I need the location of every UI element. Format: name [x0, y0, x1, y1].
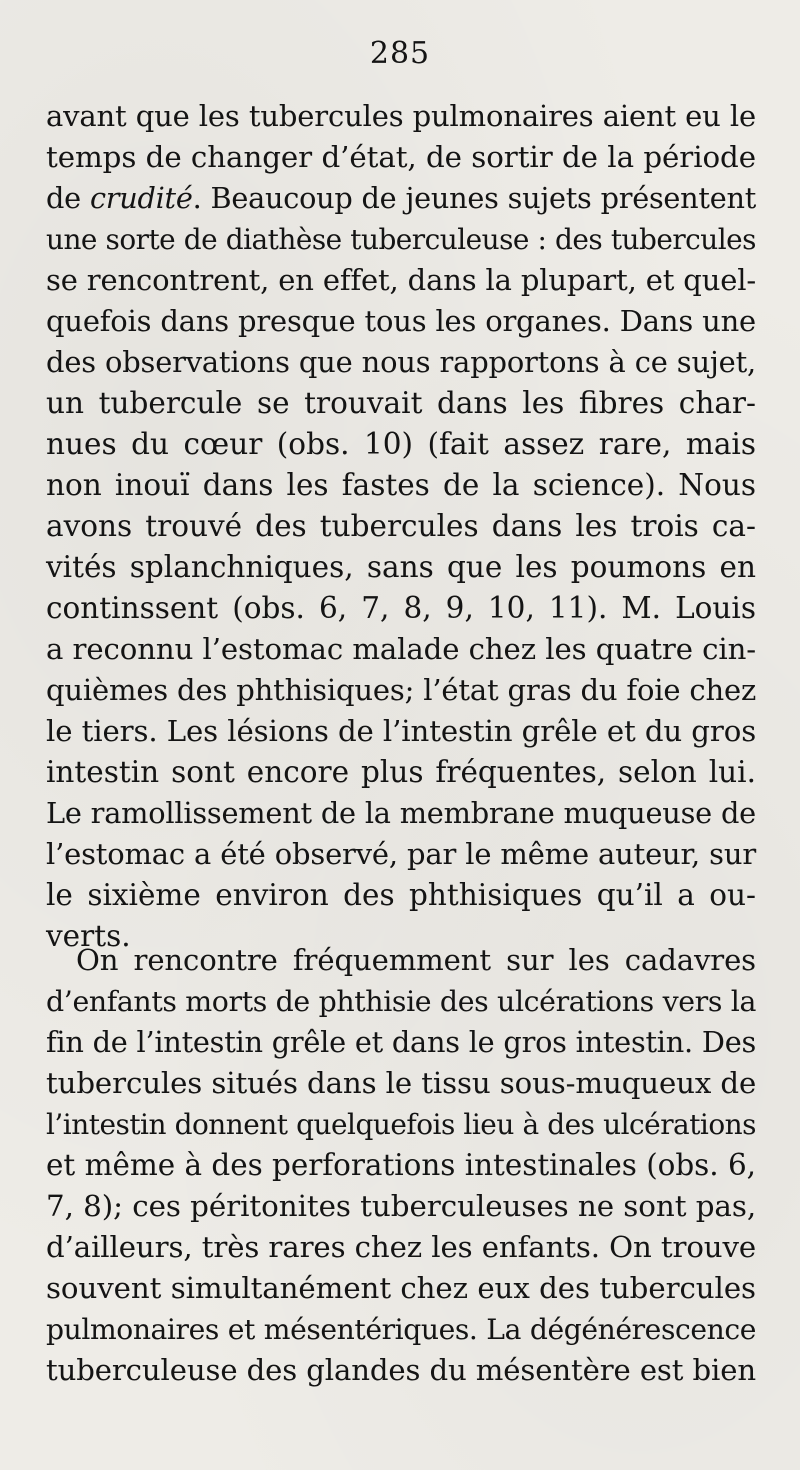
text-line: Le ramollissement de la membrane muqueuse de [46, 796, 756, 830]
text-line: intestin sont encore plus fréquentes, selon lui. [46, 755, 756, 789]
text-line: se rencontrent, en effet, dans la plupart, et quel- [46, 263, 757, 297]
text-line: de crudité. Beaucoup de jeunes sujets présentent [46, 181, 756, 215]
text-line: quièmes des phthisiques; l’état gras du foie chez [46, 673, 757, 707]
text-line: le sixième environ des phthisiques qu’il a ou- [46, 878, 756, 912]
text-line: a reconnu l’estomac malade chez les quatre cin- [46, 632, 756, 666]
text-line: verts. [46, 919, 131, 953]
text-line: tuberculeuse des glandes du mésentère est bien [46, 1353, 756, 1387]
paragraph-1 [46, 96, 756, 957]
text-line: souvent simultanément chez eux des tubercules [46, 1271, 756, 1305]
text-line: vités splanchniques, sans que les poumons en [46, 550, 756, 584]
page-number: 285 [369, 36, 431, 71]
text-line: des observations que nous rapportons à ce sujet, [46, 345, 756, 379]
text-line: tubercules situés dans le tissu sous-muqueux de [46, 1066, 757, 1100]
text-line: fin de l’intestin grêle et dans le gros intestin. Des [46, 1025, 756, 1059]
text-line: continssent (obs. 6, 7, 8, 9, 10, 11). M. Louis [46, 591, 756, 625]
text-line: avant que les tubercules pulmonaires aient eu le [46, 99, 756, 133]
text-line: d’ailleurs, très rares chez les enfants. On trouve [46, 1230, 757, 1264]
text-line: une sorte de diathèse tuberculeuse : des tubercules [46, 223, 756, 256]
text-line: temps de changer d’état, de sortir de la période [46, 140, 756, 174]
text-line: et même à des perforations intestinales (obs. 6, [46, 1148, 756, 1182]
text-line: pulmonaires et mésentériques. La dégénérescence [46, 1313, 756, 1346]
text-line: 7, 8); ces péritonites tuberculeuses ne sont pas, [46, 1189, 757, 1223]
text-line: On rencontre fréquemment sur les cadavres [76, 943, 756, 977]
text-line: un tubercule se trouvait dans les fibres char- [46, 386, 756, 420]
text-line: non inouï dans les fastes de la science). Nous [46, 468, 756, 502]
text-line: l’intestin donnent quelquefois lieu à des ulcérations [46, 1108, 756, 1141]
text-line: le tiers. Les lésions de l’intestin grêle et du gros [46, 714, 757, 748]
text-line: d’enfants morts de phthisie des ulcérations vers la [46, 985, 756, 1018]
text-line: nues du cœur (obs. 10) (fait assez rare, mais [46, 427, 756, 461]
paragraph-2 [46, 940, 756, 1391]
text-line: l’estomac a été observé, par le même auteur, sur [46, 837, 756, 871]
text-line: avons trouvé des tubercules dans les trois ca- [46, 509, 756, 543]
text-line: quefois dans presque tous les organes. Dans une [46, 304, 756, 338]
